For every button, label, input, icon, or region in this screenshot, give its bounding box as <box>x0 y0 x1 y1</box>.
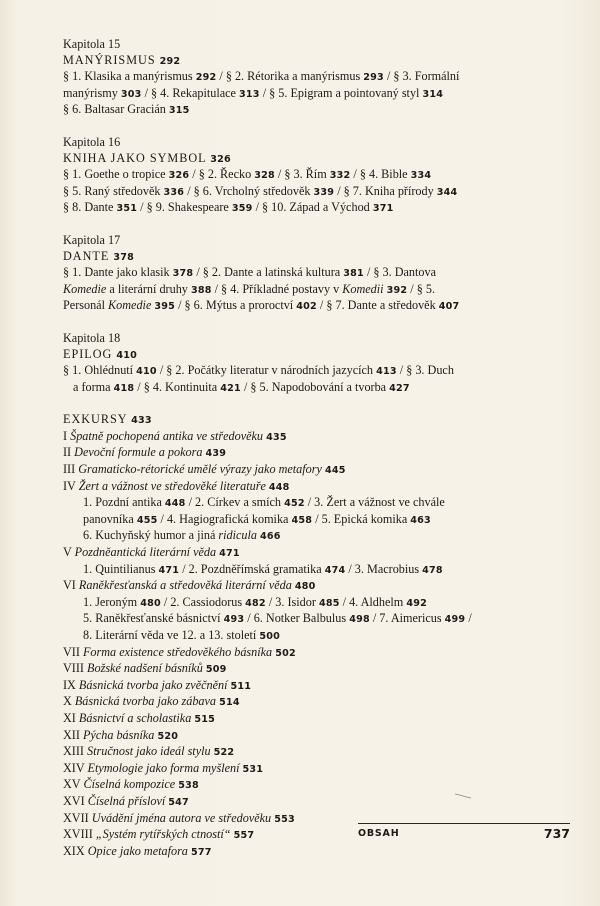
section-line <box>63 282 583 299</box>
page-ref: 452 <box>284 498 305 510</box>
section-line <box>63 102 583 119</box>
entry-text: 6. Kuchyňský humor a jiná <box>83 528 219 543</box>
entry-text: / 3. Macrobius <box>345 561 423 576</box>
entry-text: / 2. Církev a smích <box>185 495 285 510</box>
entry-text: a literární druhy <box>106 281 191 296</box>
chapter-label: Kapitola 15 <box>63 37 121 51</box>
entry-text: / § 3. Řím <box>274 167 330 182</box>
entry-text: a forma <box>73 379 114 394</box>
page-ref: 336 <box>163 186 185 198</box>
excursus-entry <box>63 445 583 462</box>
page-ref: 553 <box>274 813 295 825</box>
entry-text: XVIII <box>63 827 96 842</box>
entry-text: 5. Raněkřesťanské básnictví <box>83 611 224 626</box>
page-ref: 471 <box>219 548 240 560</box>
entry-text: II <box>63 445 75 460</box>
page-ref: 478 <box>422 564 443 576</box>
section-line <box>63 184 583 201</box>
page-ref: 381 <box>343 268 364 280</box>
chapter-page-ref: 292 <box>159 55 181 67</box>
italic-title: Opice jako metafora <box>87 843 188 858</box>
entry-text: / § 6. Vrcholný středověk <box>184 183 314 198</box>
entry-text: § 1. Dante jako klasik <box>63 265 173 280</box>
excursus-entry <box>63 578 583 595</box>
entry-text: / § 2. Rétorika a manýrismus <box>216 69 364 84</box>
page-ref: 498 <box>349 614 370 626</box>
page-ref: 334 <box>410 170 432 182</box>
italic-title: Číselná kompozice <box>83 777 176 792</box>
page-ref: 445 <box>324 465 346 477</box>
page-ref: 522 <box>213 747 235 759</box>
entry-text: § 6. Baltasar Gracián <box>63 102 169 117</box>
italic-title: Číselná přísloví <box>87 793 166 808</box>
page-ref: 471 <box>158 564 180 576</box>
page-ref: 448 <box>164 498 186 510</box>
page-ref: 339 <box>313 186 335 198</box>
chapter-title <box>63 249 583 266</box>
entry-text: § 5. Raný středověk <box>63 183 164 198</box>
entry-text: XVII <box>63 810 92 825</box>
page-ref: 395 <box>154 301 176 313</box>
page-ref: 326 <box>168 170 190 182</box>
page-ref: 371 <box>372 203 394 215</box>
excursus-entry <box>63 645 583 662</box>
excursus-list <box>63 412 583 860</box>
page-ref: 474 <box>324 564 346 576</box>
entry-text: / 3. Isidor <box>265 594 319 609</box>
excursus-entry <box>63 844 583 861</box>
excursus-entry <box>63 678 583 695</box>
excursus-entry <box>63 761 583 778</box>
entry-text: Personál <box>63 298 109 313</box>
entry-text: / § 2. Počátky literatur v národních jazycích <box>156 363 377 378</box>
chapter-title-text: DANTE <box>63 248 110 263</box>
italic-title: Špatně pochopená antika ve středověku <box>70 428 264 443</box>
page-ref: 493 <box>223 614 245 626</box>
entry-text: X <box>63 694 75 709</box>
entry-text: XV <box>63 777 84 792</box>
chapter-page-ref: 326 <box>210 153 231 165</box>
entry-text: XIX <box>63 843 88 858</box>
entry-text: 1. Quintilianus <box>83 561 159 576</box>
page-ref: 547 <box>168 796 189 808</box>
page-ref: 418 <box>113 382 135 394</box>
italic-title: Básnická tvorba jako zábava <box>74 694 217 709</box>
italic-title: Komedie <box>108 298 152 313</box>
entry-text: XII <box>63 727 83 742</box>
italic-title: Raněkřesťanská a středověká literární věda <box>78 578 292 593</box>
excursus-subentry <box>63 528 583 545</box>
excursus-subentry <box>63 628 583 645</box>
section-line <box>63 200 583 217</box>
entry-text: VIII <box>63 661 88 676</box>
entry-text: / § 3. Formální <box>383 69 460 84</box>
section-line <box>63 69 583 86</box>
chapter-label: Kapitola 18 <box>63 330 121 345</box>
page-ref: 466 <box>260 531 281 543</box>
entry-text: § 8. Dante <box>63 200 117 215</box>
chapter-label: Kapitola 16 <box>63 134 121 149</box>
page-ref: 407 <box>438 301 460 313</box>
chapter-title-text: KNIHA JAKO SYMBOL <box>63 150 207 165</box>
chapter-title-text: EPILOG <box>63 346 113 361</box>
entry-text: IX <box>63 677 79 692</box>
italic-title: Komedii <box>342 281 384 296</box>
entry-text: / § 4. Příkladné postavy v <box>211 281 343 296</box>
page-ref: 303 <box>120 88 142 100</box>
page-ref: 480 <box>140 597 161 609</box>
entry-text: / § 7. Dante a středověk <box>316 298 439 313</box>
page-ref: 435 <box>266 431 287 443</box>
entry-text: VI <box>63 578 79 593</box>
page-ref: 315 <box>168 105 190 117</box>
entry-text: / § 2. Dante a latinská kultura <box>193 265 344 280</box>
entry-text: / 2. Pozdněřímská gramatika <box>179 561 325 576</box>
chapter-title <box>63 151 583 168</box>
entry-text: 1. Jeroným <box>83 594 141 609</box>
entry-text: 1. Pozdní antika <box>83 495 165 510</box>
entry-text: XIII <box>63 744 88 759</box>
entry-text: / <box>465 611 472 626</box>
page-footer <box>358 823 570 844</box>
chapter-label: Kapitola 17 <box>63 232 121 247</box>
table-of-contents <box>63 37 583 876</box>
italic-title: Básnictví a scholastika <box>78 710 192 725</box>
entry-text: / § 7. Kniha přírody <box>334 183 437 198</box>
page-ref: 413 <box>376 366 397 378</box>
entry-text: / § 5. Epigram a pointovaný styl <box>259 85 423 100</box>
page-ref: 509 <box>205 664 227 676</box>
excursus-entry <box>63 429 583 446</box>
entry-text: § 1. Klasika a manýrismus <box>63 69 196 84</box>
entry-text: XVI <box>63 793 88 808</box>
entry-text: / 2. Cassiodorus <box>160 594 246 609</box>
page-ref: 557 <box>233 830 255 842</box>
excursus-subentry <box>63 562 583 579</box>
page-ref: 439 <box>205 448 227 460</box>
excursus-entry <box>63 545 583 562</box>
chapter-page-ref: 410 <box>116 349 138 361</box>
entry-text: / § 5. <box>407 281 436 296</box>
page-ref: 500 <box>259 631 280 642</box>
page-ref: 485 <box>318 597 340 609</box>
page-ref: 480 <box>294 581 316 593</box>
entry-text: I <box>63 428 71 443</box>
entry-text: / § 4. Kontinuita <box>134 379 221 394</box>
entry-text: § 1. Goethe o tropice <box>63 167 169 182</box>
page-ref: 458 <box>291 514 313 526</box>
page-ref: 463 <box>410 514 431 526</box>
excursus-subentry <box>63 512 583 529</box>
page-ref: 538 <box>178 780 199 792</box>
page-ref: 378 <box>172 268 194 280</box>
excursus-heading <box>63 412 583 429</box>
footer-section-label: OBSAH <box>358 828 400 839</box>
page-ref: 492 <box>406 597 427 609</box>
page-ref: 515 <box>194 713 215 725</box>
entry-text: / § 9. Shakespeare <box>137 200 232 215</box>
page-ref: 499 <box>444 614 466 626</box>
entry-text: III <box>63 462 79 477</box>
italic-title: Etymologie jako forma myšlení <box>87 760 240 775</box>
entry-text: / § 3. Duch <box>396 363 454 378</box>
excursus-entry <box>63 694 583 711</box>
entry-text: VII <box>63 644 83 659</box>
page-ref: 359 <box>231 203 253 215</box>
page-ref: 502 <box>275 647 296 659</box>
entry-text: / § 10. Západ a Východ <box>252 200 373 215</box>
page-ref: 511 <box>230 680 252 692</box>
italic-title: Gramaticko-rétorické umělé výrazy jako metafory <box>78 462 322 477</box>
page-ref: 402 <box>296 301 317 313</box>
italic-title: Pýcha básníka <box>82 727 155 742</box>
italic-title: Pozdněantická literární věda <box>74 545 217 560</box>
chapter-title-text: MANÝRISMUS <box>63 52 156 67</box>
excursus-entry <box>63 661 583 678</box>
excursus-subentry <box>63 595 583 612</box>
italic-title: Básnická tvorba jako zvěčnění <box>78 677 228 692</box>
entry-text: / 3. Žert a vážnost ve chvále <box>304 495 445 510</box>
chapter-title <box>63 53 583 70</box>
section-line <box>63 298 583 315</box>
page-ref: 351 <box>116 203 138 215</box>
page-ref: 577 <box>190 846 212 858</box>
excursus-subentry <box>63 611 583 628</box>
entry-text: panovníka <box>83 511 137 526</box>
chapter-entry <box>63 233 583 315</box>
entry-text: manýrismy <box>63 85 121 100</box>
chapter-entry <box>63 37 583 119</box>
entry-text: / § 4. Rekapitulace <box>141 85 240 100</box>
page-ref: 421 <box>220 382 241 394</box>
italic-title: Forma existence středověkého básníka <box>82 644 273 659</box>
excursus-entry <box>63 462 583 479</box>
entry-text: V <box>63 545 75 560</box>
section-line <box>63 363 583 380</box>
page-ref: 455 <box>136 514 158 526</box>
excursus-entry <box>63 728 583 745</box>
excursus-entry <box>63 711 583 728</box>
entry-text: / § 3. Dantova <box>363 265 436 280</box>
entry-text: / § 5. Napodobování a tvorba <box>240 379 390 394</box>
excursus-title-text: EXKURSY <box>63 412 128 427</box>
page-ref: 448 <box>268 481 290 493</box>
section-line <box>63 167 583 184</box>
page-ref: 392 <box>386 284 408 296</box>
page-ref: 292 <box>195 72 217 84</box>
excursus-entry <box>63 479 583 496</box>
page-ref: 514 <box>219 697 240 709</box>
entry-text: / 4. Aldhelm <box>339 594 407 609</box>
excursus-entry <box>63 777 583 794</box>
italic-title: „Systém rytířských ctností“ <box>95 827 231 842</box>
page-ref: 328 <box>254 170 275 182</box>
page-ref: 427 <box>389 382 410 394</box>
italic-title: Devoční formule a pokora <box>74 445 203 460</box>
page-ref: 332 <box>329 170 351 182</box>
italic-title: Uvádění jména autora ve středověku <box>91 810 272 825</box>
entry-text: / § 6. Mýtus a proroctví <box>175 298 297 313</box>
chapter-entry <box>63 331 583 396</box>
entry-text: / § 4. Bible <box>350 167 411 182</box>
italic-title: Komedie <box>63 281 107 296</box>
page-number: 737 <box>543 826 570 841</box>
page-ref: 344 <box>436 186 458 198</box>
entry-text: / 6. Notker Balbulus <box>244 611 350 626</box>
page-ref: 293 <box>363 72 384 84</box>
entry-text: XI <box>63 710 79 725</box>
italic-title: Božské nadšení básníků <box>87 661 203 676</box>
italic-title: Žert a vážnost ve středověké literatuře <box>78 478 266 493</box>
excursus-subentry <box>63 495 583 512</box>
entry-text: IV <box>63 478 79 493</box>
chapter-entry <box>63 135 583 217</box>
entry-text: / 7. Aimericus <box>369 611 445 626</box>
page-ref: 531 <box>242 763 264 775</box>
entry-text: / 4. Hagiografická komika <box>157 511 292 526</box>
excursus-page-ref: 433 <box>131 415 152 427</box>
italic-title: ridicula <box>218 528 257 543</box>
entry-text: XIV <box>63 760 88 775</box>
chapter-title <box>63 347 583 364</box>
page-ref: 314 <box>422 88 444 100</box>
page-ref: 482 <box>245 597 266 609</box>
entry-text: / § 2. Řecko <box>189 167 255 182</box>
section-line <box>63 380 583 397</box>
page-ref: 313 <box>239 88 260 100</box>
chapter-page-ref: 378 <box>113 251 134 263</box>
excursus-entry <box>63 794 583 811</box>
excursus-entry <box>63 744 583 761</box>
entry-text: / 5. Epická komika <box>312 511 411 526</box>
pencil-mark <box>454 793 472 799</box>
section-line <box>63 265 583 282</box>
page-ref: 388 <box>190 284 212 296</box>
page-ref: 410 <box>136 366 157 378</box>
italic-title: Stručnost jako ideál stylu <box>87 744 211 759</box>
entry-text: § 1. Ohlédnutí <box>63 363 137 378</box>
page-ref: 520 <box>157 730 179 742</box>
entry-text: 8. Literární věda ve 12. a 13. století <box>83 628 260 642</box>
section-line <box>63 86 583 103</box>
